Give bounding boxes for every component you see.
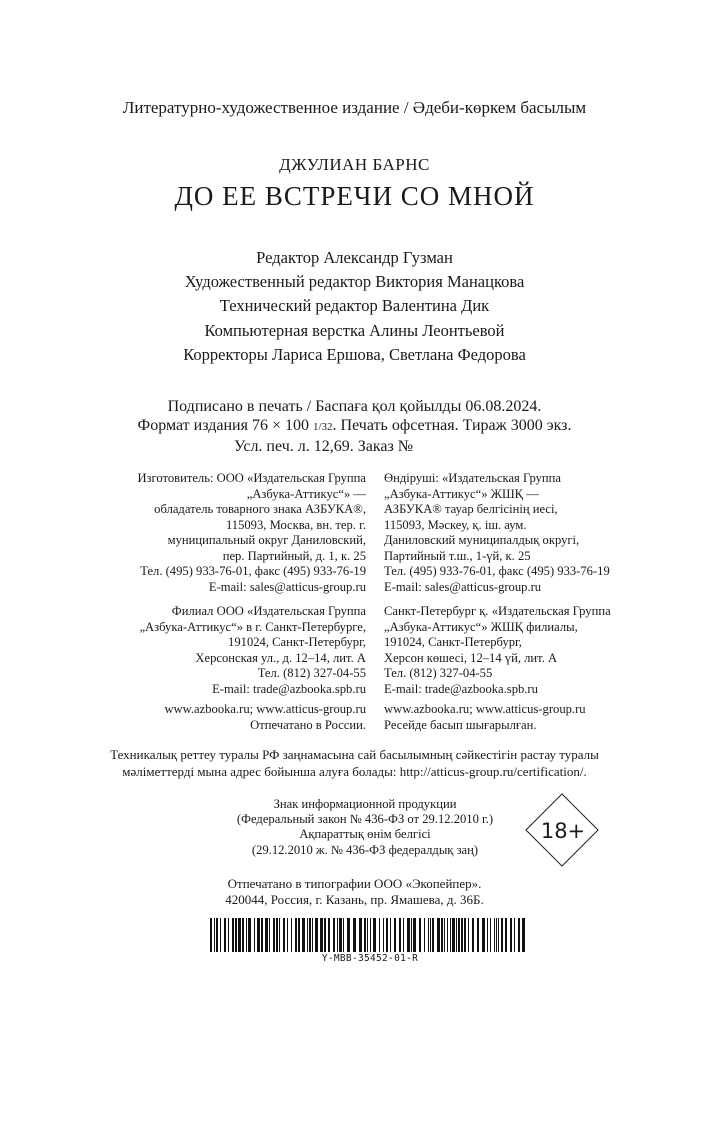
barcode-bar: [411, 918, 412, 952]
barcode-bar: [337, 918, 338, 952]
barcode-bar: [432, 918, 434, 952]
branch-ru: [100, 604, 366, 697]
web-kz-line: www.azbooka.ru; www.atticus-group.ru: [384, 702, 586, 716]
barcode-bar: [320, 918, 323, 952]
barcode-bar: [232, 918, 234, 952]
printing-line-2: 420044, Россия, г. Казань, пр. Ямашева, д. 36Б.: [225, 892, 484, 907]
branch-kz-line: Тел. (812) 327-04-55: [384, 666, 493, 680]
branch-kz-line: 191024, Санкт-Петербург,: [384, 635, 522, 649]
age-rating-text: 18+: [540, 819, 586, 843]
manufacturer-ru-line: обладатель товарного знака АЗБУКА®,: [154, 502, 366, 516]
edition-type-line: Литературно-художественное издание / Әдеби-көркем басылым: [122, 98, 587, 117]
staff-proofreaders: Корректоры Лариса Ершова, Светлана Федорова: [183, 344, 526, 364]
barcode-bar: [220, 918, 221, 952]
barcode-bar: [501, 918, 503, 952]
branch-kz-line: „Азбука-Аттикус“» ЖШҚ филиалы,: [384, 619, 578, 634]
barcode-bar: [419, 918, 421, 952]
barcode-bar: [399, 918, 401, 952]
manufacturer-kz: [384, 471, 674, 595]
barcode-bar: [390, 918, 391, 952]
barcode-bar: [441, 918, 443, 952]
barcode-bar: [339, 918, 342, 952]
barcode-bar: [276, 918, 278, 952]
format-prefix: Формат издания 76 × 100: [137, 417, 313, 434]
barcode-bar: [450, 918, 451, 952]
staff-art-editor: Художественный редактор Виктория Манацкова: [184, 272, 525, 292]
barcode-label: Y-MBB-35452-01-R: [321, 953, 419, 964]
barcode-bar: [224, 918, 226, 952]
branch-ru-line: 191024, Санкт-Петербург,: [228, 635, 366, 649]
barcode-bar: [302, 918, 305, 952]
branch-kz-line: Херсон көшесі, 12–14 үй, лит. А: [384, 650, 558, 665]
barcode-bar: [254, 918, 255, 952]
barcode-bar: [482, 918, 485, 952]
manufacturer-kz-line: Өндіруші: «Издательская Группа: [384, 471, 561, 485]
barcode-bar: [295, 918, 297, 952]
editorial-staff: [0, 246, 709, 367]
printing-house: [0, 876, 709, 908]
barcode-bar: [487, 918, 488, 952]
barcode-bar: [343, 918, 344, 952]
barcode-bar: [246, 918, 247, 952]
publication-details: [0, 397, 709, 456]
barcode-bar: [291, 918, 292, 952]
barcode-bar: [407, 918, 410, 952]
barcode-bar: [379, 918, 380, 952]
barcode-bar: [265, 918, 268, 952]
branch-ru-line: Тел. (812) 327-04-55: [257, 666, 366, 680]
format-suffix: . Печать офсетная. Тираж 3000 экз.: [332, 417, 572, 434]
info-line-4: (29.12.2010 ж. № 436-ФЗ федералдық заң): [251, 842, 479, 857]
age-rating-badge: [524, 792, 602, 870]
barcode-bar: [242, 918, 244, 952]
tech-line-1: Техникалық реттеу туралы РФ заңнамасына сай басылымның сәйкестігін растау туралы: [110, 747, 599, 762]
branch-kz-line: Санкт-Петербург қ. «Издательская Группа: [384, 604, 611, 618]
info-line-1: Знак информационной продукции: [273, 797, 457, 811]
barcode-bar: [403, 918, 404, 952]
barcode-bar: [458, 918, 460, 952]
manufacturer-kz-line: E-mail: sales@atticus-group.ru: [384, 579, 542, 594]
barcode-bar: [437, 918, 440, 952]
info-line-2: (Федеральный закон № 436-ФЗ от 29.12.2010 г.): [236, 812, 494, 827]
barcode-bar: [456, 918, 457, 952]
barcode-bar: [364, 918, 366, 952]
manufacturer-ru-line: 115093, Москва, вн. тер. г.: [225, 517, 366, 532]
barcode-bar: [324, 918, 326, 952]
sheets-order-text: Усл. печ. л. 12,69. Заказ №: [233, 438, 414, 455]
signed-date: Подписано в печать / Баспаға қол қойылды 06.08.2024.: [167, 398, 542, 415]
barcode-bar: [386, 918, 388, 952]
manufacturer-ru-line: пер. Партийный, д. 1, к. 25: [222, 548, 366, 563]
manufacturer-ru: [100, 471, 366, 595]
barcode-bar: [307, 918, 308, 952]
barcode-bar: [522, 918, 525, 952]
barcode-bar: [494, 918, 495, 952]
barcode-bar: [447, 918, 448, 952]
author-name: ДЖУЛИАН БАРНС: [279, 155, 430, 174]
manufacturer-ru-line: муниципальный округ Даниловский,: [167, 533, 366, 547]
barcode-bar: [216, 918, 218, 952]
barcode-bar: [359, 918, 362, 952]
manufacturer-ru-line: „Азбука-Аттикус“» —: [246, 486, 366, 501]
barcode-bar: [273, 918, 275, 952]
info-product-sign: [200, 797, 530, 858]
barcode-bar: [312, 918, 313, 952]
sheets-order-line: [0, 437, 709, 456]
tech-regulation-note: [0, 746, 709, 780]
printing-line-1: Отпечатано в типографии ООО «Экопейпер».: [227, 876, 482, 891]
barcode-bar: [210, 918, 212, 952]
book-title: ДО ЕЕ ВСТРЕЧИ СО МНОЙ: [174, 181, 535, 211]
barcode-bar: [287, 918, 288, 952]
branch-kz-line: E-mail: trade@azbooka.spb.ru: [384, 681, 538, 696]
staff-layout: Компьютерная верстка Алины Леонтьевой: [204, 320, 505, 340]
branch-ru-line: E-mail: trade@azbooka.spb.ru: [212, 681, 366, 696]
barcode-bar: [468, 918, 469, 952]
barcode-bar: [261, 918, 263, 952]
barcode-bar: [333, 918, 335, 952]
format-fraction: 1/32: [312, 421, 333, 433]
barcode-bar: [309, 918, 311, 952]
manufacturer-kz-line: Даниловский муниципалдық округі,: [384, 533, 580, 547]
barcode-bar: [248, 918, 251, 952]
branch-ru-line: „Азбука-Аттикус“» в г. Санкт-Петербурге,: [139, 619, 366, 634]
barcode-bar: [370, 918, 371, 952]
web-kz: [384, 702, 674, 733]
web-ru: [100, 702, 366, 733]
barcode-bar: [444, 918, 445, 952]
barcode-bar: [413, 918, 416, 952]
barcode-bar: [514, 918, 515, 952]
barcode-bar: [353, 918, 356, 952]
manufacturer-ru-line: Тел. (495) 933-76-01, факс (495) 933-76-19: [140, 564, 366, 578]
barcode-bar: [461, 918, 463, 952]
staff-tech-editor: Технический редактор Валентина Дик: [219, 296, 490, 316]
barcode-bar: [452, 918, 455, 952]
branch-ru-line: Филиал ООО «Издательская Группа: [171, 604, 366, 618]
barcode-bar: [328, 918, 330, 952]
manufacturer-kz-line: Партийный т.ш., 1-үй, к. 25: [384, 548, 531, 563]
barcode-bar: [496, 918, 497, 952]
barcode-bar: [257, 918, 260, 952]
barcode-bar: [214, 918, 215, 952]
manufacturer-kz-line: Тел. (495) 933-76-01, факс (495) 933-76-19: [384, 564, 610, 578]
barcode-bar: [228, 918, 229, 952]
barcode-bar: [315, 918, 318, 952]
barcode-bar: [518, 918, 520, 952]
barcode-bar: [428, 918, 429, 952]
barcode-bar: [238, 918, 241, 952]
barcode-bar: [472, 918, 474, 952]
barcode-bar: [269, 918, 270, 952]
manufacturer-kz-line: „Азбука-Аттикус“» ЖШҚ —: [384, 486, 539, 501]
barcode-bar: [498, 918, 499, 952]
web-ru-line: Отпечатано в России.: [250, 717, 366, 732]
branch-ru-line: Херсонская ул., д. 12–14, лит. А: [195, 650, 366, 665]
web-kz-line: Ресейде басып шығарылған.: [384, 717, 537, 732]
barcode-bar: [347, 918, 350, 952]
barcode-bar: [235, 918, 237, 952]
barcode-bar: [490, 918, 491, 952]
manufacturer-kz-line: АЗБУКА® тауар белгісінің иесі,: [384, 502, 558, 516]
barcode-bar: [367, 918, 368, 952]
barcode-bar: [383, 918, 384, 952]
staff-editor: Редактор Александр Гузман: [256, 248, 453, 267]
manufacturer-ru-line: Изготовитель: ООО «Издательская Группа: [137, 471, 366, 485]
barcode-bar: [505, 918, 507, 952]
barcode-bar: [279, 918, 280, 952]
barcode: [210, 918, 530, 952]
barcode-bar: [464, 918, 466, 952]
tech-line-2: мәліметтерді мына адрес бойынша алуға болады: http://atticus-group.ru/certification/.: [122, 764, 587, 779]
barcode-bar: [477, 918, 479, 952]
info-line-3: Ақпараттық өнім белгісі: [299, 827, 431, 842]
format-line: [0, 416, 709, 437]
branch-kz: [384, 604, 674, 697]
barcode-bar: [298, 918, 300, 952]
barcode-bar: [430, 918, 431, 952]
manufacturer-ru-line: E-mail: sales@atticus-group.ru: [208, 579, 366, 594]
barcode-bar: [424, 918, 425, 952]
web-ru-line: www.azbooka.ru; www.atticus-group.ru: [164, 702, 366, 716]
barcode-bar: [373, 918, 376, 952]
manufacturer-kz-line: 115093, Мәскеу, қ. іш. аум.: [384, 517, 527, 532]
barcode-bar: [510, 918, 512, 952]
barcode-bar: [394, 918, 396, 952]
barcode-bar: [283, 918, 285, 952]
